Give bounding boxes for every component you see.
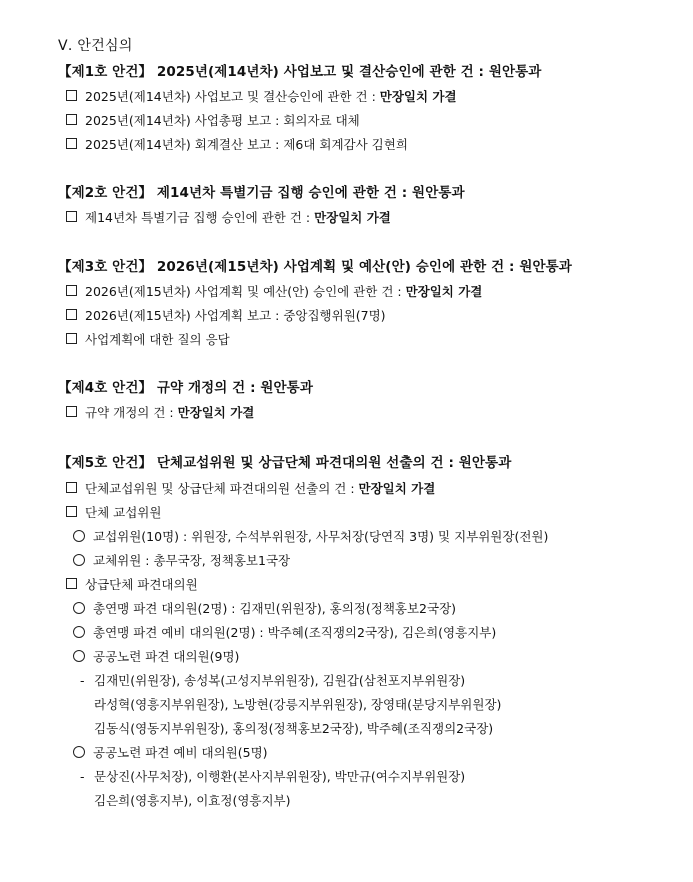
item-text: 상급단체 파견대의원	[85, 577, 198, 592]
checkbox-square-icon	[66, 482, 77, 493]
delegates-line-3: 김동식(영동지부위원장), 홍의정(정책홍보2국장), 박주혜(조직쟁의2국장)	[94, 721, 494, 736]
section-title: Ⅴ. 안건심의	[58, 38, 133, 54]
item-text: 2026년(제15년차) 사업계획 및 예산(안) 승인에 관한 건 :	[85, 284, 406, 299]
agenda-5-item-3	[66, 577, 198, 593]
dash-bullet: -	[80, 769, 85, 784]
reserve-text: 문상진(사무처장), 이행환(본사지부위원장), 박만규(여수지부위원장)	[94, 769, 466, 784]
item-result: 만장일치 가결	[358, 481, 436, 496]
circle-bullet-icon	[73, 554, 85, 566]
checkbox-square-icon	[66, 90, 77, 101]
item-text: 2025년(제14년차) 사업총평 보고 : 회의자료 대체	[85, 113, 360, 128]
reserve-line-1	[80, 769, 465, 785]
item-text: 2026년(제15년차) 사업계획 보고 : 중앙집행위원(7명)	[85, 308, 386, 323]
agenda-5-header: 【제5호 안건】 단체교섭위원 및 상급단체 파견대의원 선출의 건 : 원안통과	[58, 455, 512, 471]
sub-item-text: 총연맹 파견 대의원(2명) : 김재민(위원장), 홍의정(정책홍보2국장)	[93, 601, 457, 616]
delegates-line-2: 라성혁(영흥지부위원장), 노방현(강릉지부위원장), 장영태(분당지부위원장)	[94, 697, 502, 712]
sub-item-text: 총연맹 파견 예비 대의원(2명) : 박주혜(조직쟁의2국장), 김은희(영흥지부)	[93, 625, 497, 640]
checkbox-square-icon	[66, 333, 77, 344]
agenda-1-item-3	[66, 137, 408, 153]
sub-item-text: 공공노련 파견 예비 대의원(5명)	[93, 745, 268, 760]
item-result: 만장일치 가결	[379, 89, 457, 104]
item-result: 만장일치 가결	[314, 210, 391, 225]
checkbox-square-icon	[66, 578, 77, 589]
circle-bullet-icon	[73, 626, 85, 638]
agenda-3-item-3	[66, 332, 230, 348]
circle-bullet-icon	[73, 530, 85, 542]
item-text: 단체교섭위원 및 상급단체 파견대의원 선출의 건 :	[85, 481, 359, 496]
circle-bullet-icon	[73, 746, 85, 758]
checkbox-square-icon	[66, 211, 77, 222]
agenda-1-header: 【제1호 안건】 2025년(제14년차) 사업보고 및 결산승인에 관한 건 : 원안통과	[58, 64, 542, 80]
agenda-5-item-1	[66, 481, 435, 497]
agenda-5-item-2-sub-2	[73, 553, 290, 569]
agenda-1-item-2	[66, 113, 360, 129]
agenda-2-header: 【제2호 안건】 제14년차 특별기금 집행 승인에 관한 건 : 원안통과	[58, 185, 465, 201]
checkbox-square-icon	[66, 309, 77, 320]
circle-bullet-icon	[73, 602, 85, 614]
delegates-text: 김재민(위원장), 송성복(고성지부위원장), 김원갑(삼천포지부위원장)	[94, 673, 466, 688]
agenda-4-header: 【제4호 안건】 규약 개정의 건 : 원안통과	[58, 380, 313, 396]
agenda-5-item-3-sub-1	[73, 601, 456, 617]
sub-item-text: 교체위원 : 총무국장, 정책홍보1국장	[93, 553, 291, 568]
agenda-5-item-2-sub-1	[73, 529, 548, 545]
item-text: 규약 개정의 건 :	[85, 405, 178, 420]
checkbox-square-icon	[66, 138, 77, 149]
agenda-5-item-2	[66, 505, 161, 521]
reserve-line-2: 김은희(영흥지부), 이효정(영흥지부)	[94, 793, 291, 808]
delegates-line-1	[80, 673, 465, 689]
item-result: 만장일치 가결	[405, 284, 483, 299]
item-text: 2025년(제14년차) 회계결산 보고 : 제6대 회계감사 김현희	[85, 137, 408, 152]
checkbox-square-icon	[66, 285, 77, 296]
sub-item-text: 교섭위원(10명) : 위원장, 수석부위원장, 사무처장(당연직 3명) 및 지부위원장(전원)	[93, 529, 549, 544]
agenda-2-item-1	[66, 210, 391, 226]
item-text: 사업계획에 대한 질의 응답	[85, 332, 230, 347]
dash-bullet: -	[80, 673, 85, 688]
circle-bullet-icon	[73, 650, 85, 662]
agenda-3-item-1	[66, 284, 482, 300]
agenda-5-item-3-sub-2	[73, 625, 496, 641]
agenda-4-item-1	[66, 405, 254, 421]
agenda-3-item-2	[66, 308, 386, 324]
item-text: 단체 교섭위원	[85, 505, 162, 520]
item-text: 2025년(제14년차) 사업보고 및 결산승인에 관한 건 :	[85, 89, 380, 104]
checkbox-square-icon	[66, 506, 77, 517]
checkbox-square-icon	[66, 114, 77, 125]
checkbox-square-icon	[66, 406, 77, 417]
item-text: 제14년차 특별기금 집행 승인에 관한 건 :	[85, 210, 315, 225]
agenda-5-item-3-sub-3	[73, 649, 239, 665]
agenda-3-header: 【제3호 안건】 2026년(제15년차) 사업계획 및 예산(안) 승인에 관한 건 : 원안통과	[58, 259, 572, 275]
sub-item-text: 공공노련 파견 대의원(9명)	[93, 649, 240, 664]
reserve-delegates-title	[73, 745, 268, 761]
item-result: 만장일치 가결	[177, 405, 255, 420]
agenda-1-item-1	[66, 89, 457, 105]
